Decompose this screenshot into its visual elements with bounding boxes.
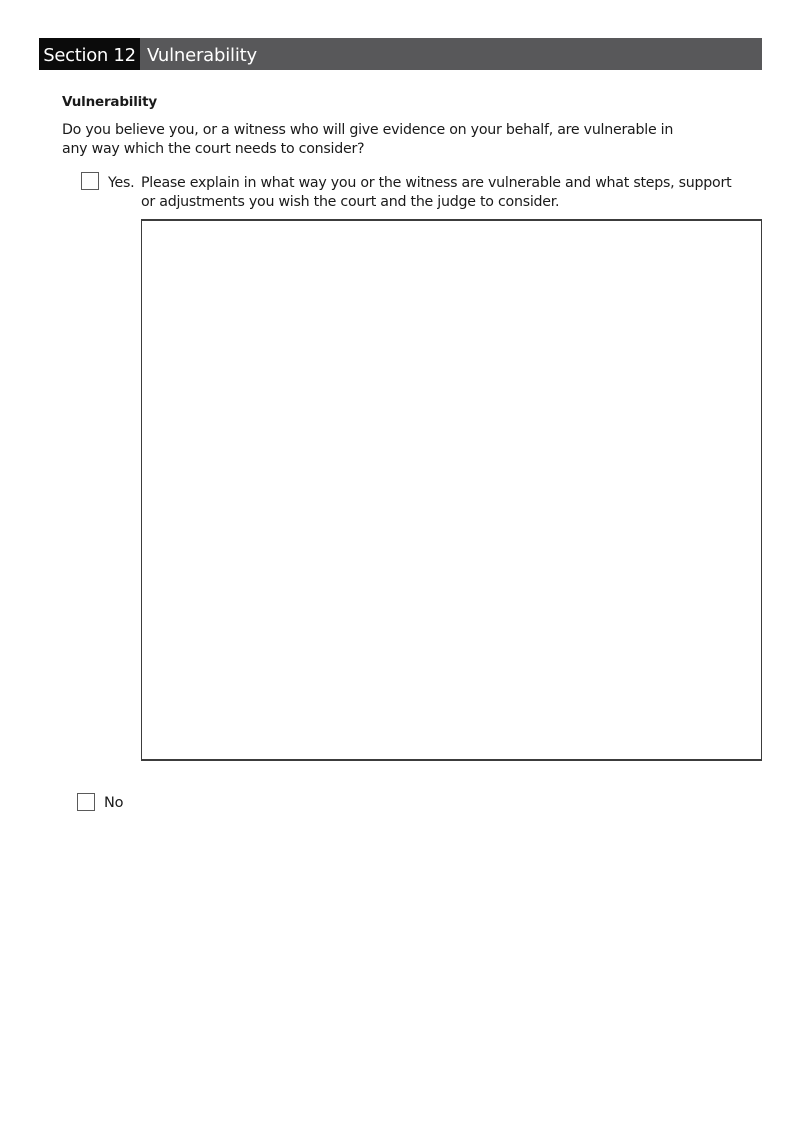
question-line-2: any way which the court needs to consider? <box>62 140 365 157</box>
yes-prefix: Yes. <box>108 175 135 191</box>
no-option-label: No <box>104 795 124 811</box>
yes-option-label <box>108 174 758 212</box>
yes-label-line-1 <box>108 174 758 193</box>
section-title: Vulnerability <box>147 44 257 66</box>
section-number: Section 12 <box>39 38 140 70</box>
question-line-1: Do you believe you, or a witness who will give evidence on your behalf, are vulnerable in <box>62 122 674 138</box>
yes-checkbox[interactable] <box>81 172 99 190</box>
subheading: Vulnerability <box>62 94 157 110</box>
no-checkbox[interactable] <box>77 793 95 811</box>
question-text <box>62 121 722 158</box>
vulnerability-explanation-field[interactable] <box>141 219 762 761</box>
yes-instruction-line-2: or adjustments you wish the court and the judge to consider. <box>141 194 560 210</box>
section-header <box>39 38 762 70</box>
yes-instruction-line-1: Please explain in what way you or the witness are vulnerable and what steps, support <box>141 175 732 191</box>
